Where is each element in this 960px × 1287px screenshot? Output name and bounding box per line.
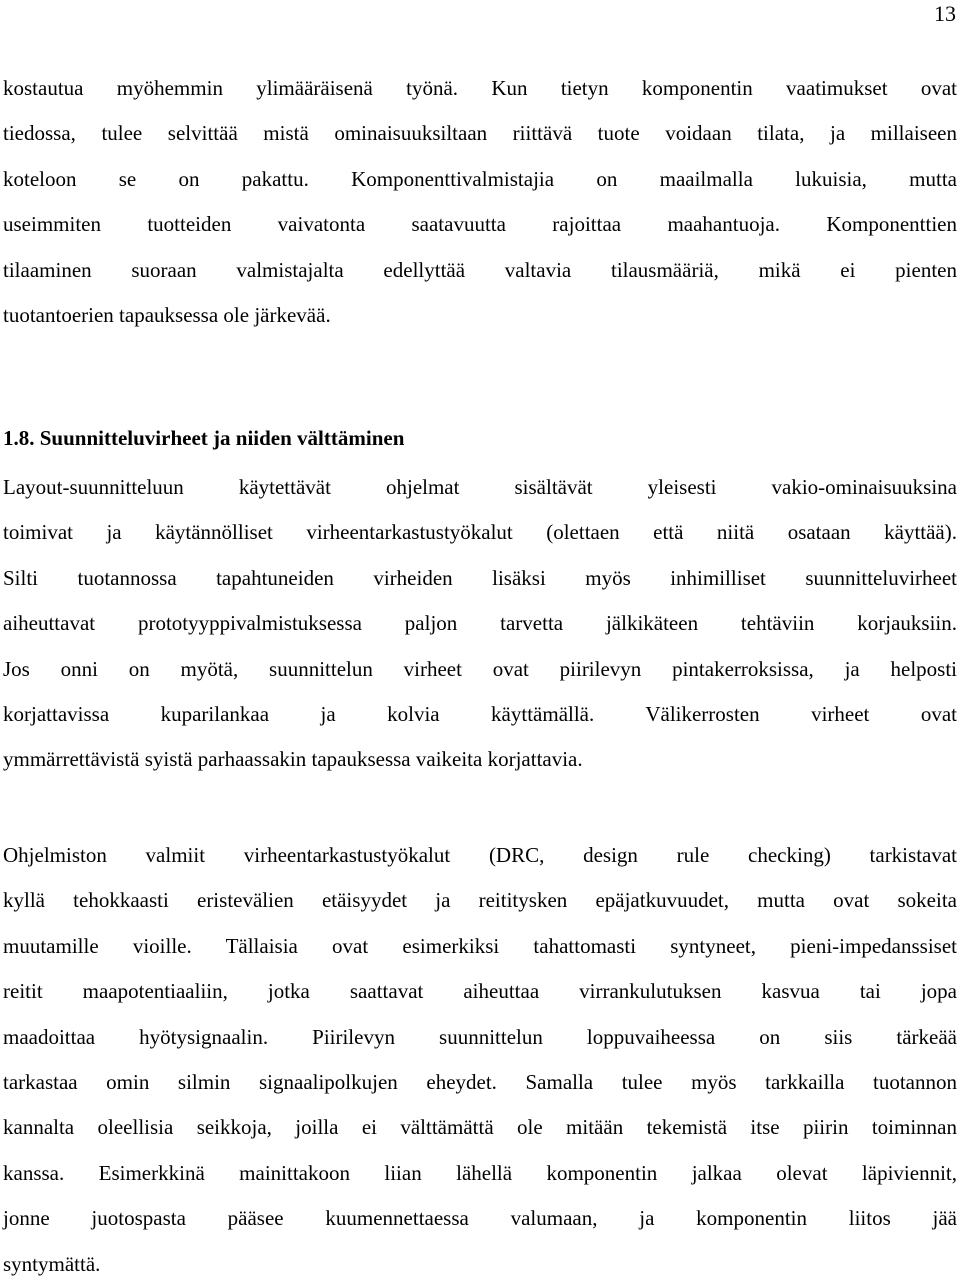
paragraph-line: useimmiten tuotteiden vaivatonta saatavuutta rajoittaa maahantuoja. Komponenttien [3, 212, 957, 237]
paragraph-line: tilaaminen suoraan valmistajalta edellyttää valtavia tilausmääriä, mikä ei pienten [3, 257, 957, 282]
section-heading: 1.8. Suunnitteluvirheet ja niiden välttäminen [3, 426, 405, 450]
paragraph-line: tarkastaa omin silmin signaalipolkujen eheydet. Samalla tulee myös tarkkailla tuotannon [3, 1069, 957, 1094]
page-number: 13 [934, 1, 956, 26]
paragraph-1 [3, 66, 957, 338]
paragraph-line: tuotantoerien tapauksessa ole järkevää. [3, 302, 331, 327]
paragraph-line: maadoittaa hyötysignaalin. Piirilevyn suunnittelun loppuvaiheessa on siis tärkeää [3, 1024, 957, 1049]
paragraph-line: syntymättä. [3, 1251, 101, 1276]
paragraph-3 [3, 833, 957, 1287]
paragraph-line: kostautua myöhemmin ylimääräisenä työnä. Kun tietyn komponentin vaatimukset ovat [3, 76, 957, 100]
paragraph-line: korjattavissa kuparilankaa ja kolvia käyttämällä. Välikerrosten virheet ovat [3, 701, 957, 726]
paragraph-line: kyllä tehokkaasti eristevälien etäisyydet ja reititysken epäjatkuvuudet, mutta ovat sokeita [3, 888, 957, 913]
paragraph-line: koteloon se on pakattu. Komponenttivalmistajia on maailmalla lukuisia, mutta [3, 166, 957, 191]
paragraph-line: tiedossa, tulee selvittää mistä ominaisuuksiltaan riittävä tuote voidaan tilata, ja millaiseen [3, 121, 957, 146]
paragraph-line: kanssa. Esimerkkinä mainittakoon liian lähellä komponentin jalkaa olevat läpiviennit, [3, 1160, 957, 1185]
paragraph-line: Layout-suunnitteluun käytettävät ohjelmat sisältävät yleisesti vakio-ominaisuuksina [3, 475, 957, 499]
paragraph-line: toimivat ja käytännölliset virheentarkastustyökalut (olettaen että niitä osataan käyttää). [3, 520, 957, 545]
paragraph-line: reitit maapotentiaaliin, jotka saattavat aiheuttaa virrankulutuksen kasvua tai jopa [3, 979, 957, 1004]
paragraph-line: Jos onni on myötä, suunnittelun virheet ovat piirilevyn pintakerroksissa, ja helposti [3, 656, 957, 681]
paragraph-line: muutamille vioille. Tällaisia ovat esimerkiksi tahattomasti syntyneet, pieni-impedanssiset [3, 933, 957, 958]
paragraph-line: Silti tuotannossa tapahtuneiden virheiden lisäksi myös inhimilliset suunnitteluvirheet [3, 565, 957, 590]
paragraph-line: aiheuttavat prototyyppivalmistuksessa paljon tarvetta jälkikäteen tehtäviin korjauksiin. [3, 611, 957, 636]
paragraph-2 [3, 465, 957, 783]
paragraph-line: Ohjelmiston valmiit virheentarkastustyökalut (DRC, design rule checking) tarkistavat [3, 843, 957, 867]
paragraph-line: kannalta oleellisia seikkoja, joilla ei välttämättä ole mitään tekemistä itse piirin toiminnan [3, 1115, 957, 1140]
paragraph-line: ymmärrettävistä syistä parhaassakin tapauksessa vaikeita korjattavia. [3, 747, 583, 772]
paragraph-line: jonne juotospasta pääsee kuumennettaessa valumaan, ja komponentin liitos jää [3, 1206, 957, 1231]
